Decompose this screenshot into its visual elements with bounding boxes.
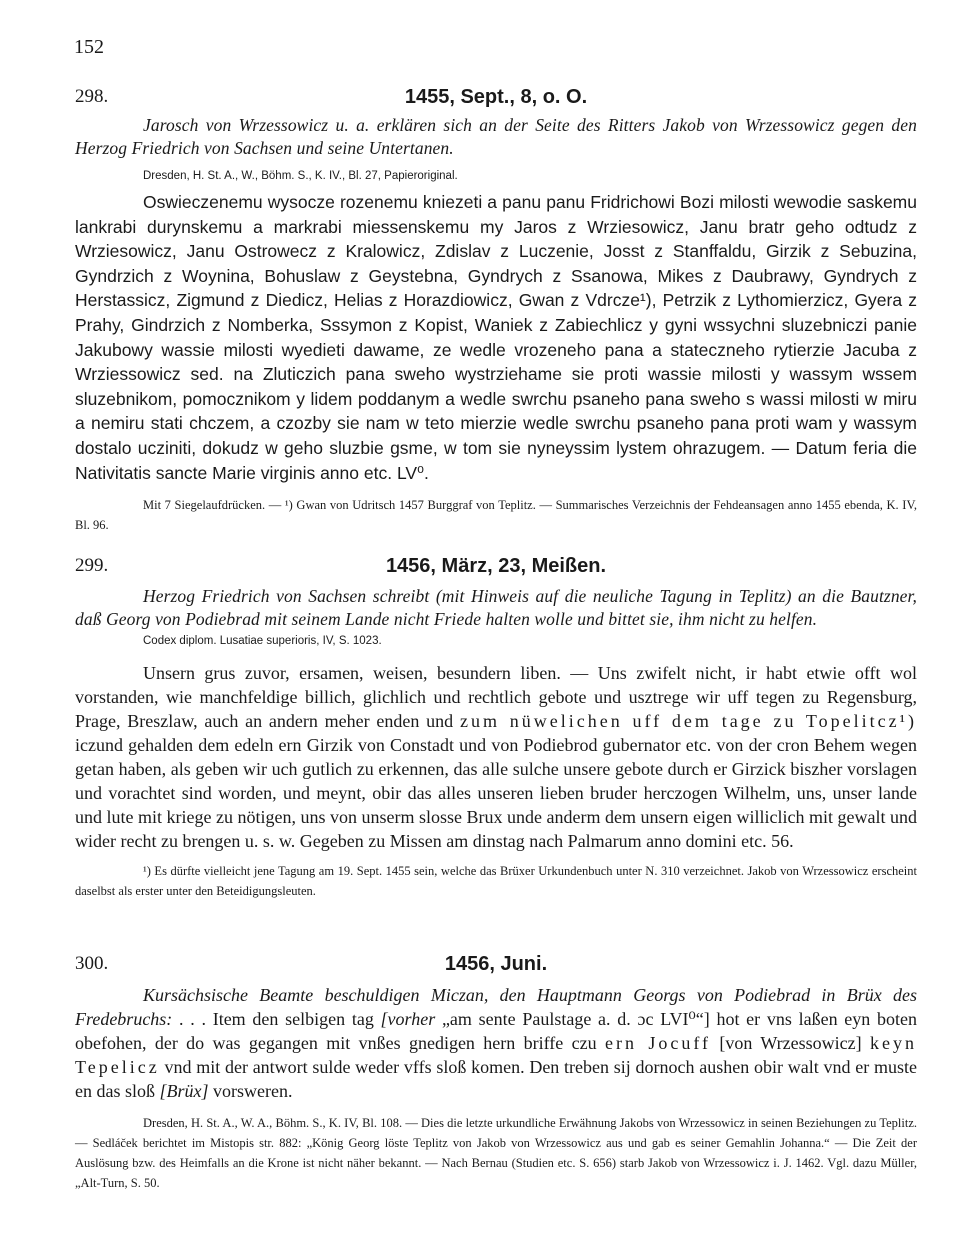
entry-298 bbox=[75, 86, 917, 535]
body-italic-text: [vorher bbox=[380, 1009, 436, 1029]
body-spaced-text: zum nüwelichen uff dem tage zu Topelitcz¹) bbox=[459, 711, 918, 731]
entry-note: ¹) Es dürfte vielleicht jene Tagung am 19. Sept. 1455 sein, welche das Brüxer Urkundenbuch unter N. 310 verzeichnet. Jakob von Wrzessowicz erscheint daselbst als erster unter den Beteidigungsleuten. bbox=[75, 864, 917, 898]
entry-regest: Herzog Friedrich von Sachsen schreibt (mit Hinweis auf die neuliche Tagung in Teplitz) an die Bautzner, daß Georg von Podiebrad mit seinem Lande nicht Friede halten wolle und bittet sie, ihm nicht zu helfen. bbox=[75, 586, 917, 629]
body-text: . . . Item den selbigen tag bbox=[172, 1009, 381, 1029]
body-text: vorsweren. bbox=[208, 1081, 293, 1101]
body-spaced-text: ern Jocuff bbox=[605, 1033, 712, 1053]
entry-regest: Kursächsische Beamte beschuldigen Miczan, den Hauptmann Georgs von Podiebrad in Brüx des Fredebruchs: bbox=[75, 985, 917, 1029]
entry-date: 1456, Juni. bbox=[444, 953, 548, 975]
entry-body bbox=[75, 661, 917, 853]
entry-299 bbox=[75, 555, 917, 901]
body-text: [von Wrzessowicz] bbox=[711, 1033, 870, 1053]
body-text: iczund gehalden dem edeln ern Girzik von Constadt und von Podiebrod gubernator etc. von der cron Behem wegen getan haben, als geben wir uch gutlich zu erkennen, das alle sulche unsere gebote durch er Girzick biszher vorslagen und vorachtet sind worden, und meynt, obir das alles unseren lieben bruder herczogen Wilhelm, uns, unser lande und lute mit kriege zu nötigen, uns von unserm slosse Brux unde anderm dem unsern eigen williclich mit gewalt und wider recht zu brengen u. s. w. Gegeben zu Missen am dinstag nach Palmarum anno domini etc. 56. bbox=[75, 735, 917, 851]
entry-body: Oswieczenemu wysocze rozenemu kniezeti a panu panu Fridrichowi Bozi milosti wewodie saskemu lankrabi durynskemu a markrabi miessenskemu my Jaros z Wrziesowicz, Janu bratr geho odtudz z Wrziesowicz, Janu Ostrowecz z Kralowicz, Zdislav z Luczenie, Josst z Stanffaldu, Girzik z Sebuzina, Gyndrzich z Woynina, Bohuslaw z Geystebna, Gyndrych z Ssanowa, Mikes z Daubrawy, Gyndrych z Herstassicz, Zigmund z Diedicz, Helias z Horazdiowicz, Gwan z Vdrcze¹), Petrzik z Lythomierzicz, Gyera z Prahy, Gindrzich z Nomberka, Sssymon z Kopist, Waniek z Zabiechlicz y gyni wssychni sluzebniczi panie Jakubowy wassie milosti wyedieti dawame, ze wedle vrozeneho pana a stateczneho rytierzie Jacuba z Wrziessowicz sed. na Zluticzich pana sweho wystrziehame sie proti wassie milosti y wassym wssem sluzebnikom, pomocznikom y lidem poddanym a wedle swrchu psaneho pana sweho s wassi milosti w miru a nemiru stati chczem, a czozby sie nam w teto mierzie wedle swrchu psaneho pana proti wam y wassym dostalo ucziniti, dokudz w geho sluzbie gsme, w tom sie nyneyssim lystem ohrazugem. — Datum feria die Nativitatis sancte Marie virginis anno etc. LV⁰. bbox=[75, 192, 917, 483]
entry-number: 300. bbox=[75, 953, 109, 974]
entry-header bbox=[75, 953, 917, 983]
entry-number: 298. bbox=[75, 86, 109, 107]
page-number: 152 bbox=[74, 36, 104, 58]
body-italic-text: [Brüx] bbox=[159, 1081, 209, 1101]
entry-note: Dresden, H. St. A., W. A., Böhm. S., K. IV, Bl. 108. — Dies die letzte urkundliche Erwähnung Jakobs von Wrzessowicz in seinen Beziehungen zu Teplitz. — Sedláček berichtet im Mistopis str. 882: „König Georg löste Teplitz von Jakob von Wrzessowicz aus und gab es seiner Gemahlin Johanna.“ — Die Zeit der Auslösung bzw. des Heimfalls an die Krone ist nicht näher bekannt. — Nach Bernau (Studien etc. S. 656) starb Jakob von Wrzessowicz i. J. 1462. Vgl. dazu Müller, „Alt-Turn, S. 50. bbox=[75, 1116, 917, 1190]
entry-300 bbox=[75, 953, 917, 1193]
body-text: Unsern grus zuvor, ersamen, weisen, besundern liben. — Uns zwifelt nicht, ir habt etwie offt wol vorstanden, wie manchfeldige billich, glichlich und rechtlich gebote und usztrege wir uff tegen zu Regensburg, Prage, Breszlaw, auch an andern meher enden und bbox=[75, 663, 917, 731]
entry-header bbox=[75, 555, 917, 585]
entry-number: 299. bbox=[75, 555, 109, 576]
body-text: „am sente Paulstage a. d. ɔc LVI⁰“] hot er vns laßen eyn boten obefohen, der do was gegangen mit vnßes gnedigen hern briffe czu bbox=[75, 1009, 918, 1053]
body-text: vnd mit der antwort sulde weder vffs sloß komen. Den treben sij dornoch aushen obir walt vnd er muste en das sloß bbox=[75, 1057, 917, 1101]
entry-source: Dresden, H. St. A., W., Böhm. S., K. IV., Bl. 27, Papieroriginal. bbox=[143, 170, 458, 182]
entry-regest: Jarosch von Wrzessowicz u. a. erklären sich an der Seite des Ritters Jakob von Wrzessowicz gegen den Herzog Friedrich von Sachsen und seine Untertanen. bbox=[75, 115, 917, 158]
entry-date: 1455, Sept., 8, o. O. bbox=[404, 86, 588, 108]
body-spaced-text: keyn Tepelicz bbox=[75, 1033, 917, 1077]
entry-source: Codex diplom. Lusatiae superioris, IV, S. 1023. bbox=[143, 635, 382, 647]
entry-note: Mit 7 Siegelaufdrücken. — ¹) Gwan von Udritsch 1457 Burggraf von Teplitz. — Summarisches Verzeichnis der Fehdeansagen anno 1455 ebenda, K. IV, Bl. 96. bbox=[75, 498, 917, 533]
entry-date: 1456, März, 23, Meißen. bbox=[385, 555, 607, 577]
entry-header bbox=[75, 86, 917, 116]
entry-body bbox=[75, 983, 917, 1103]
